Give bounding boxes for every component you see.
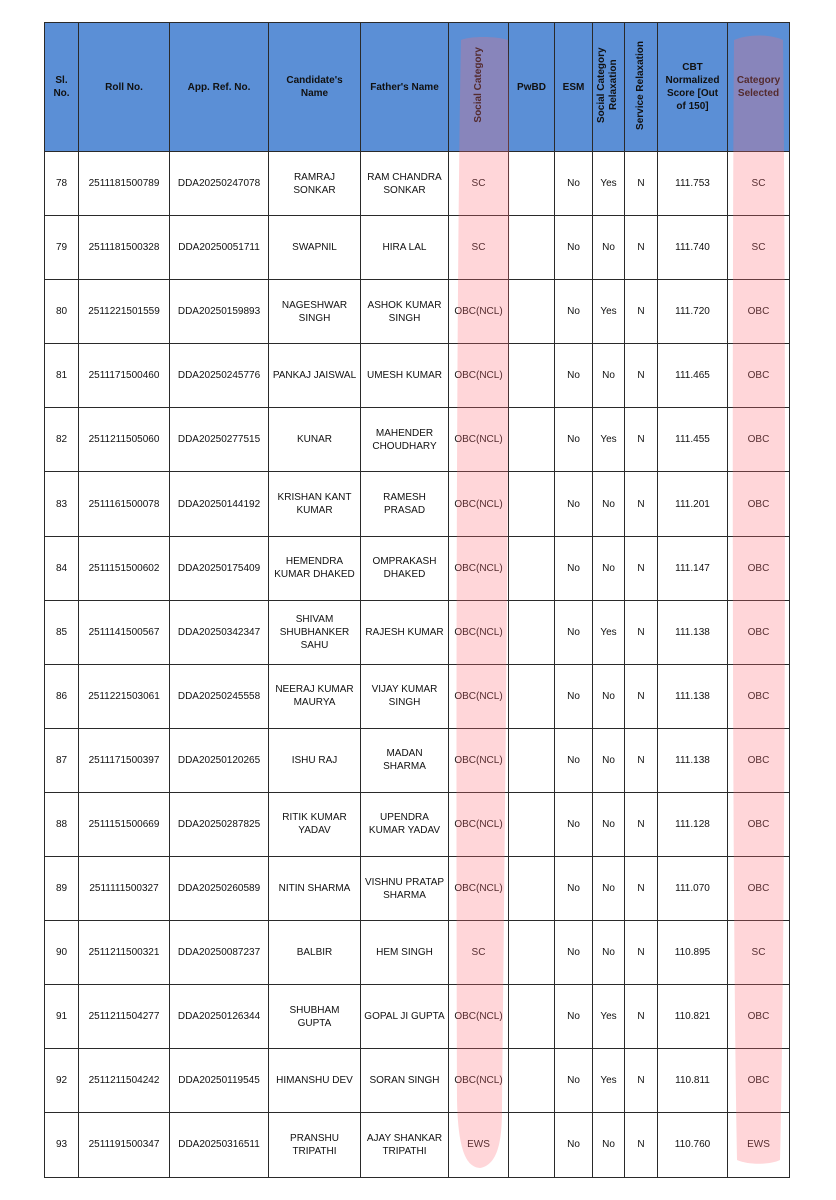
candidate-name-cell: PRANSHU TRIPATHI: [269, 1113, 361, 1177]
social-category-cell: SC: [449, 152, 509, 216]
results-table: [44, 22, 790, 1178]
sl-no-cell: 87: [45, 728, 79, 792]
app-ref-no-cell: DDA20250159893: [170, 280, 269, 344]
table-row: [45, 536, 790, 600]
sl-no-cell: 93: [45, 1113, 79, 1177]
app-ref-no-cell: DDA20250144192: [170, 472, 269, 536]
col-header-app-ref-no: App. Ref. No.: [170, 23, 269, 152]
results-sheet: [44, 22, 789, 1161]
sl-no-cell: 81: [45, 344, 79, 408]
cbt-score-cell: 111.147: [658, 536, 728, 600]
pwbd-cell: [509, 1113, 555, 1177]
table-row: [45, 600, 790, 664]
social-category-relaxation-cell: Yes: [593, 280, 625, 344]
cbt-score-cell: 111.753: [658, 152, 728, 216]
father-name-cell: RAMESH PRASAD: [361, 472, 449, 536]
category-selected-cell: OBC: [728, 985, 790, 1049]
social-category-cell: OBC(NCL): [449, 985, 509, 1049]
father-name-cell: SORAN SINGH: [361, 1049, 449, 1113]
social-category-cell: OBC(NCL): [449, 600, 509, 664]
social-category-relaxation-cell: No: [593, 1113, 625, 1177]
cbt-score-cell: 110.821: [658, 985, 728, 1049]
candidate-name-cell: RITIK KUMAR YADAV: [269, 792, 361, 856]
table-row: [45, 408, 790, 472]
col-header-social-category: Social Category: [449, 23, 509, 152]
esm-cell: No: [555, 344, 593, 408]
father-name-cell: RAJESH KUMAR: [361, 600, 449, 664]
esm-cell: No: [555, 921, 593, 985]
father-name-cell: ASHOK KUMAR SINGH: [361, 280, 449, 344]
father-name-cell: AJAY SHANKAR TRIPATHI: [361, 1113, 449, 1177]
table-row: [45, 152, 790, 216]
pwbd-cell: [509, 1049, 555, 1113]
cbt-score-cell: 111.740: [658, 216, 728, 280]
table-row: [45, 857, 790, 921]
service-relaxation-cell: N: [625, 152, 658, 216]
service-relaxation-cell: N: [625, 792, 658, 856]
table-row: [45, 344, 790, 408]
social-category-relaxation-cell: Yes: [593, 985, 625, 1049]
social-category-relaxation-cell: No: [593, 664, 625, 728]
cbt-score-cell: 110.811: [658, 1049, 728, 1113]
service-relaxation-cell: N: [625, 600, 658, 664]
roll-no-cell: 2511211505060: [79, 408, 170, 472]
table-row: [45, 280, 790, 344]
app-ref-no-cell: DDA20250175409: [170, 536, 269, 600]
esm-cell: No: [555, 728, 593, 792]
pwbd-cell: [509, 536, 555, 600]
esm-cell: No: [555, 857, 593, 921]
app-ref-no-cell: DDA20250277515: [170, 408, 269, 472]
social-category-cell: OBC(NCL): [449, 472, 509, 536]
col-header-service-relaxation: Service Relaxation: [625, 23, 658, 152]
roll-no-cell: 2511211504242: [79, 1049, 170, 1113]
father-name-cell: OMPRAKASH DHAKED: [361, 536, 449, 600]
roll-no-cell: 2511111500327: [79, 857, 170, 921]
app-ref-no-cell: DDA20250051711: [170, 216, 269, 280]
social-category-relaxation-cell: No: [593, 472, 625, 536]
social-category-cell: OBC(NCL): [449, 280, 509, 344]
cbt-score-cell: 110.895: [658, 921, 728, 985]
esm-cell: No: [555, 536, 593, 600]
service-relaxation-cell: N: [625, 472, 658, 536]
category-selected-cell: OBC: [728, 857, 790, 921]
app-ref-no-cell: DDA20250247078: [170, 152, 269, 216]
service-relaxation-cell: N: [625, 280, 658, 344]
candidate-name-cell: ISHU RAJ: [269, 728, 361, 792]
social-category-cell: OBC(NCL): [449, 344, 509, 408]
table-row: [45, 216, 790, 280]
social-category-cell: SC: [449, 921, 509, 985]
sl-no-cell: 85: [45, 600, 79, 664]
candidate-name-cell: SHIVAM SHUBHANKER SAHU: [269, 600, 361, 664]
col-header-category-selected: Category Selected: [728, 23, 790, 152]
roll-no-cell: 2511181500789: [79, 152, 170, 216]
app-ref-no-cell: DDA20250245776: [170, 344, 269, 408]
candidate-name-cell: RAMRAJ SONKAR: [269, 152, 361, 216]
sl-no-cell: 79: [45, 216, 79, 280]
sl-no-cell: 86: [45, 664, 79, 728]
sl-no-cell: 78: [45, 152, 79, 216]
service-relaxation-cell: N: [625, 664, 658, 728]
category-selected-cell: OBC: [728, 472, 790, 536]
father-name-cell: UPENDRA KUMAR YADAV: [361, 792, 449, 856]
service-relaxation-cell: N: [625, 1113, 658, 1177]
pwbd-cell: [509, 985, 555, 1049]
category-selected-cell: OBC: [728, 728, 790, 792]
esm-cell: No: [555, 472, 593, 536]
col-header-father-name: Father's Name: [361, 23, 449, 152]
header-row: [45, 23, 790, 152]
roll-no-cell: 2511171500397: [79, 728, 170, 792]
cbt-score-cell: 111.138: [658, 600, 728, 664]
father-name-cell: MAHENDER CHOUDHARY: [361, 408, 449, 472]
candidate-name-cell: BALBIR: [269, 921, 361, 985]
social-category-relaxation-cell: Yes: [593, 1049, 625, 1113]
father-name-cell: HEM SINGH: [361, 921, 449, 985]
social-category-relaxation-cell: No: [593, 857, 625, 921]
social-category-cell: SC: [449, 216, 509, 280]
table-row: [45, 985, 790, 1049]
sl-no-cell: 82: [45, 408, 79, 472]
service-relaxation-cell: N: [625, 216, 658, 280]
service-relaxation-cell: N: [625, 921, 658, 985]
category-selected-cell: OBC: [728, 792, 790, 856]
social-category-cell: OBC(NCL): [449, 728, 509, 792]
candidate-name-cell: KRISHAN KANT KUMAR: [269, 472, 361, 536]
esm-cell: No: [555, 985, 593, 1049]
sl-no-cell: 88: [45, 792, 79, 856]
pwbd-cell: [509, 216, 555, 280]
esm-cell: No: [555, 280, 593, 344]
candidate-name-cell: NAGESHWAR SINGH: [269, 280, 361, 344]
category-selected-cell: SC: [728, 921, 790, 985]
category-selected-cell: OBC: [728, 280, 790, 344]
service-relaxation-cell: N: [625, 985, 658, 1049]
esm-cell: No: [555, 408, 593, 472]
col-header-cbt-score: CBT Normalized Score [Out of 150]: [658, 23, 728, 152]
candidate-name-cell: NITIN SHARMA: [269, 857, 361, 921]
esm-cell: No: [555, 1113, 593, 1177]
social-category-relaxation-cell: No: [593, 728, 625, 792]
app-ref-no-cell: DDA20250342347: [170, 600, 269, 664]
app-ref-no-cell: DDA20250087237: [170, 921, 269, 985]
pwbd-cell: [509, 857, 555, 921]
roll-no-cell: 2511161500078: [79, 472, 170, 536]
table-row: [45, 921, 790, 985]
app-ref-no-cell: DDA20250120265: [170, 728, 269, 792]
roll-no-cell: 2511211504277: [79, 985, 170, 1049]
app-ref-no-cell: DDA20250316511: [170, 1113, 269, 1177]
social-category-relaxation-cell: Yes: [593, 408, 625, 472]
roll-no-cell: 2511221501559: [79, 280, 170, 344]
app-ref-no-cell: DDA20250287825: [170, 792, 269, 856]
social-category-relaxation-cell: Yes: [593, 152, 625, 216]
social-category-cell: OBC(NCL): [449, 792, 509, 856]
sl-no-cell: 91: [45, 985, 79, 1049]
pwbd-cell: [509, 344, 555, 408]
app-ref-no-cell: DDA20250245558: [170, 664, 269, 728]
social-category-relaxation-cell: No: [593, 536, 625, 600]
social-category-relaxation-cell: No: [593, 216, 625, 280]
social-category-relaxation-cell: No: [593, 344, 625, 408]
esm-cell: No: [555, 792, 593, 856]
social-category-cell: OBC(NCL): [449, 408, 509, 472]
cbt-score-cell: 111.138: [658, 664, 728, 728]
service-relaxation-cell: N: [625, 857, 658, 921]
pwbd-cell: [509, 472, 555, 536]
father-name-cell: MADAN SHARMA: [361, 728, 449, 792]
pwbd-cell: [509, 921, 555, 985]
col-header-social-category-relaxation: Social Category Relaxation: [593, 23, 625, 152]
candidate-name-cell: NEERAJ KUMAR MAURYA: [269, 664, 361, 728]
sl-no-cell: 92: [45, 1049, 79, 1113]
sl-no-cell: 83: [45, 472, 79, 536]
col-header-esm: ESM: [555, 23, 593, 152]
social-category-relaxation-cell: Yes: [593, 600, 625, 664]
candidate-name-cell: SHUBHAM GUPTA: [269, 985, 361, 1049]
father-name-cell: VISHNU PRATAP SHARMA: [361, 857, 449, 921]
category-selected-cell: OBC: [728, 408, 790, 472]
sl-no-cell: 89: [45, 857, 79, 921]
esm-cell: No: [555, 216, 593, 280]
roll-no-cell: 2511221503061: [79, 664, 170, 728]
category-selected-cell: OBC: [728, 600, 790, 664]
esm-cell: No: [555, 600, 593, 664]
category-selected-cell: SC: [728, 216, 790, 280]
father-name-cell: UMESH KUMAR: [361, 344, 449, 408]
esm-cell: No: [555, 664, 593, 728]
table-row: [45, 472, 790, 536]
roll-no-cell: 2511181500328: [79, 216, 170, 280]
roll-no-cell: 2511191500347: [79, 1113, 170, 1177]
esm-cell: No: [555, 1049, 593, 1113]
social-category-cell: OBC(NCL): [449, 664, 509, 728]
cbt-score-cell: 111.720: [658, 280, 728, 344]
app-ref-no-cell: DDA20250126344: [170, 985, 269, 1049]
category-selected-cell: OBC: [728, 536, 790, 600]
col-header-roll-no: Roll No.: [79, 23, 170, 152]
table-row: [45, 792, 790, 856]
table-row: [45, 664, 790, 728]
pwbd-cell: [509, 280, 555, 344]
cbt-score-cell: 110.760: [658, 1113, 728, 1177]
table-row: [45, 1049, 790, 1113]
cbt-score-cell: 111.201: [658, 472, 728, 536]
candidate-name-cell: KUNAR: [269, 408, 361, 472]
roll-no-cell: 2511211500321: [79, 921, 170, 985]
candidate-name-cell: HEMENDRA KUMAR DHAKED: [269, 536, 361, 600]
roll-no-cell: 2511151500602: [79, 536, 170, 600]
pwbd-cell: [509, 600, 555, 664]
father-name-cell: HIRA LAL: [361, 216, 449, 280]
table-row: [45, 1113, 790, 1177]
category-selected-cell: OBC: [728, 1049, 790, 1113]
cbt-score-cell: 111.128: [658, 792, 728, 856]
social-category-cell: OBC(NCL): [449, 536, 509, 600]
col-header-pwbd: PwBD: [509, 23, 555, 152]
cbt-score-cell: 111.138: [658, 728, 728, 792]
roll-no-cell: 2511141500567: [79, 600, 170, 664]
esm-cell: No: [555, 152, 593, 216]
service-relaxation-cell: N: [625, 728, 658, 792]
col-header-sl-no: Sl. No.: [45, 23, 79, 152]
sl-no-cell: 80: [45, 280, 79, 344]
candidate-name-cell: SWAPNIL: [269, 216, 361, 280]
category-selected-cell: EWS: [728, 1113, 790, 1177]
cbt-score-cell: 111.455: [658, 408, 728, 472]
pwbd-cell: [509, 792, 555, 856]
social-category-cell: OBC(NCL): [449, 1049, 509, 1113]
sl-no-cell: 84: [45, 536, 79, 600]
sl-no-cell: 90: [45, 921, 79, 985]
pwbd-cell: [509, 664, 555, 728]
app-ref-no-cell: DDA20250260589: [170, 857, 269, 921]
social-category-cell: EWS: [449, 1113, 509, 1177]
category-selected-cell: OBC: [728, 664, 790, 728]
pwbd-cell: [509, 728, 555, 792]
roll-no-cell: 2511171500460: [79, 344, 170, 408]
candidate-name-cell: HIMANSHU DEV: [269, 1049, 361, 1113]
table-body: [45, 152, 790, 1178]
roll-no-cell: 2511151500669: [79, 792, 170, 856]
category-selected-cell: SC: [728, 152, 790, 216]
table-row: [45, 728, 790, 792]
service-relaxation-cell: N: [625, 1049, 658, 1113]
social-category-relaxation-cell: No: [593, 792, 625, 856]
service-relaxation-cell: N: [625, 408, 658, 472]
service-relaxation-cell: N: [625, 536, 658, 600]
category-selected-cell: OBC: [728, 344, 790, 408]
pwbd-cell: [509, 152, 555, 216]
cbt-score-cell: 111.070: [658, 857, 728, 921]
father-name-cell: VIJAY KUMAR SINGH: [361, 664, 449, 728]
social-category-cell: OBC(NCL): [449, 857, 509, 921]
cbt-score-cell: 111.465: [658, 344, 728, 408]
pwbd-cell: [509, 408, 555, 472]
father-name-cell: GOPAL JI GUPTA: [361, 985, 449, 1049]
col-header-candidate-name: Candidate's Name: [269, 23, 361, 152]
father-name-cell: RAM CHANDRA SONKAR: [361, 152, 449, 216]
social-category-relaxation-cell: No: [593, 921, 625, 985]
candidate-name-cell: PANKAJ JAISWAL: [269, 344, 361, 408]
service-relaxation-cell: N: [625, 344, 658, 408]
app-ref-no-cell: DDA20250119545: [170, 1049, 269, 1113]
